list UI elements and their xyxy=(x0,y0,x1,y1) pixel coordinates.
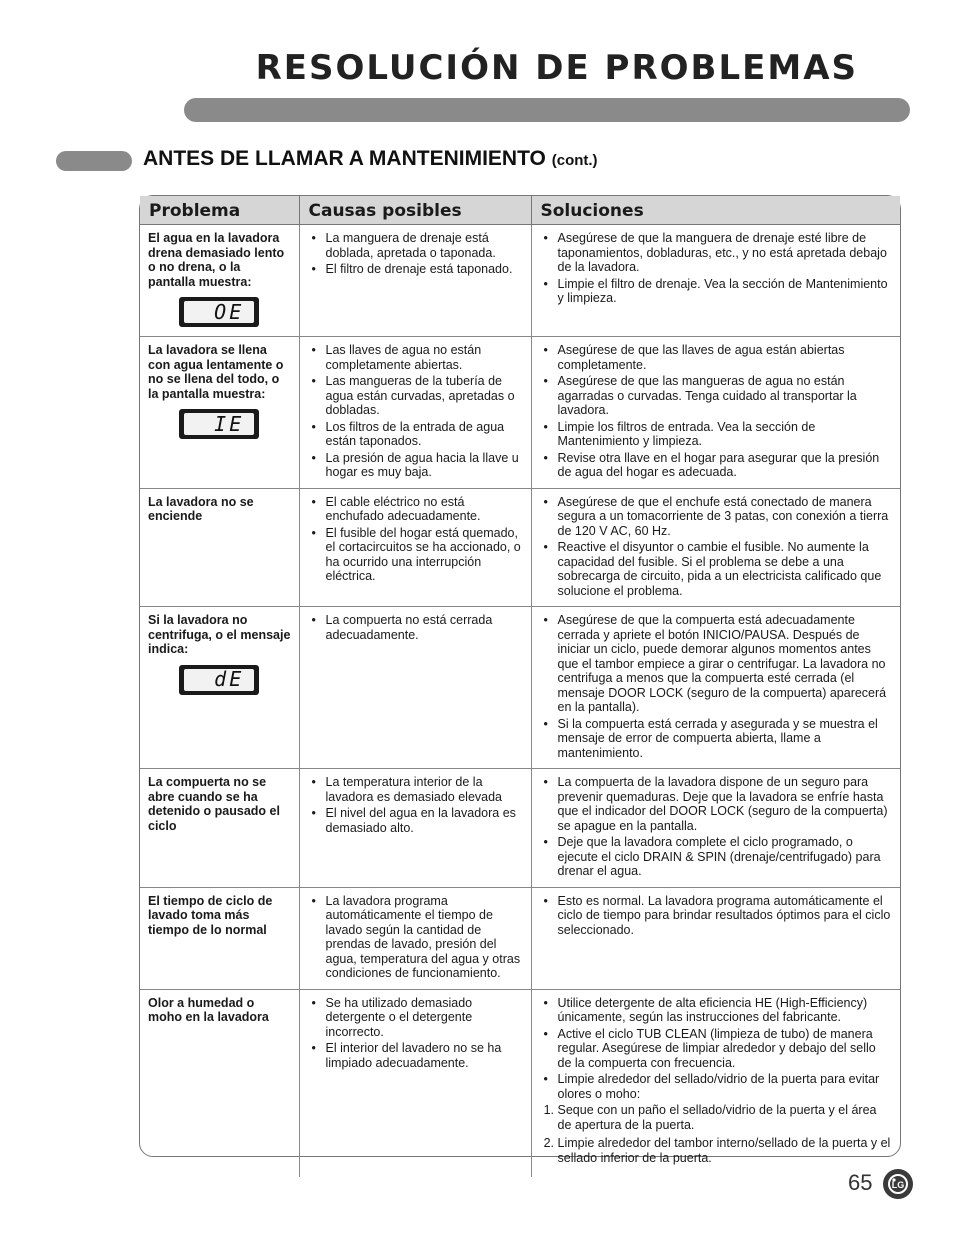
section-decor-pill xyxy=(56,151,132,171)
table-row xyxy=(140,488,900,607)
problem-cell xyxy=(140,607,299,769)
header-causes: Causas posibles xyxy=(299,196,531,225)
step-item: 1. Seque con un paño el sellado/vidrio de la puerta y el área de apertura de la puerta. xyxy=(558,1103,893,1132)
causes-cell xyxy=(299,337,531,489)
problem-cell xyxy=(140,769,299,888)
problem-text: Si la lavadora no centrifuga, o el mensaje indica: xyxy=(148,613,291,656)
table-row xyxy=(140,337,900,489)
solution-item: • Revise otra llave en el hogar para asegurar que la presión de agua del hogar es adecuada. xyxy=(558,451,893,480)
cause-item: • Los filtros de la entrada de agua están taponados. xyxy=(326,420,523,449)
cause-item: • Las llaves de agua no están completamente abiertas. xyxy=(326,343,523,372)
step-item: 2. Limpie alrededor del tambor interno/sellado de la puerta y el sellado inferior de la puerta. xyxy=(558,1136,893,1165)
page-number: 65 xyxy=(848,1170,873,1195)
title-decor-bar xyxy=(184,98,910,122)
header-problem: Problema xyxy=(140,196,299,225)
problem-cell xyxy=(140,225,299,337)
solution-item: • Utilice detergente de alta eficiencia HE (High-Efficiency) únicamente, según las instrucciones del fabricante. xyxy=(558,996,893,1025)
section-heading xyxy=(143,147,598,171)
problem-text: El agua en la lavadora drena demasiado lento o no drena, o la pantalla muestra: xyxy=(148,231,285,289)
solutions-cell xyxy=(531,989,900,1177)
causes-cell xyxy=(299,225,531,337)
cause-item: • La lavadora programa automáticamente el tiempo de lavado según la cantidad de prendas de lavado, presión del agua, temperatura del agua y otras condiciones de funcionamiento. xyxy=(326,894,523,981)
problem-cell xyxy=(140,488,299,607)
solution-item: • Limpie alrededor del sellado/vidrio de la puerta para evitar olores o moho: xyxy=(558,1072,893,1101)
table-row xyxy=(140,225,900,337)
causes-cell xyxy=(299,989,531,1177)
problem-text: Olor a humedad o moho en la lavadora xyxy=(148,995,269,1024)
error-display-icon xyxy=(179,409,259,439)
causes-cell xyxy=(299,887,531,989)
solution-item: • Asegúrese de que el enchufe está conectado de manera segura a un tomacorriente de 3 patas, con conexión a tierra de 120 V AC, 60 Hz. xyxy=(558,495,893,539)
solution-item: • Deje que la lavadora complete el ciclo programado, o ejecute el ciclo DRAIN & SPIN (drenaje/centrifugado) para drenar el agua. xyxy=(558,835,893,879)
table-row xyxy=(140,607,900,769)
problem-text: La lavadora no se enciende xyxy=(148,494,254,523)
causes-cell xyxy=(299,607,531,769)
table-row xyxy=(140,989,900,1177)
cause-item: • El fusible del hogar está quemado, el cortacircuitos se ha accionado, o ha ocurrido una interrupción eléctrica. xyxy=(326,526,523,584)
cause-item: • El nivel del agua en la lavadora es demasiado alto. xyxy=(326,806,523,835)
solution-item: • Limpie el filtro de drenaje. Vea la sección de Mantenimiento y limpieza. xyxy=(558,277,893,306)
section-heading-suffix: (cont.) xyxy=(551,152,598,169)
table-row xyxy=(140,887,900,989)
solution-item: • Active el ciclo TUB CLEAN (limpieza de tubo) de manera regular. Asegúrese de limpiar alrededor y debajo del sello de la compuerta con frecuencia. xyxy=(558,1027,893,1071)
cause-item: • Las mangueras de la tubería de agua están curvadas, apretadas o dobladas. xyxy=(326,374,523,418)
solution-item: • Asegúrese de que las llaves de agua están abiertas completamente. xyxy=(558,343,893,372)
solution-item: • Asegúrese de que las mangueras de agua no están agarradas o curvadas. Tenga cuidado al transportar la lavadora. xyxy=(558,374,893,418)
solution-item: • Asegúrese de que la manguera de drenaje esté libre de taponamientos, dobladuras, etc., y no está apretada debajo de la lavadora. xyxy=(558,231,893,275)
solutions-cell xyxy=(531,337,900,489)
table-row xyxy=(140,769,900,888)
cause-item: • La compuerta no está cerrada adecuadamente. xyxy=(326,613,523,642)
solutions-cell xyxy=(531,488,900,607)
error-code: dE xyxy=(184,669,254,691)
solution-item: • Si la compuerta está cerrada y asegurada y se muestra el mensaje de error de compuerta abierta, llame a mantenimiento. xyxy=(558,717,893,761)
cause-item: • El filtro de drenaje está taponado. xyxy=(326,262,523,277)
causes-cell xyxy=(299,769,531,888)
error-display-icon xyxy=(179,665,259,695)
problem-cell xyxy=(140,337,299,489)
cause-item: • Se ha utilizado demasiado detergente o el detergente incorrecto. xyxy=(326,996,523,1040)
error-code: OE xyxy=(184,301,254,323)
cause-item: • La presión de agua hacia la llave u hogar es muy baja. xyxy=(326,451,523,480)
causes-cell xyxy=(299,488,531,607)
solutions-cell xyxy=(531,887,900,989)
lg-logo-icon xyxy=(882,1168,914,1200)
troubleshooting-table xyxy=(140,196,900,1177)
solutions-cell xyxy=(531,225,900,337)
header-solutions: Soluciones xyxy=(531,196,900,225)
solution-item: • Limpie los filtros de entrada. Vea la sección de Mantenimiento y limpieza. xyxy=(558,420,893,449)
problem-cell xyxy=(140,989,299,1177)
section-heading-text: ANTES DE LLAMAR A MANTENIMIENTO xyxy=(143,147,546,170)
troubleshooting-table-wrapper xyxy=(139,195,901,1165)
cause-item: • La manguera de drenaje está doblada, apretada o taponada. xyxy=(326,231,523,260)
table-header-row xyxy=(140,196,900,225)
error-display-icon xyxy=(179,297,259,327)
problem-text: El tiempo de ciclo de lavado toma más tiempo de lo normal xyxy=(148,893,273,937)
solution-item: • Asegúrese de que la compuerta está adecuadamente cerrada y apriete el botón INICIO/PAUSA. Después de iniciar un ciclo, puede demorar algunos momentos antes que el tambor empiece a girar o centrifugar. La lavadora no centrifuga a menos que la compuerta esté cerrada (el mensaje DOOR LOCK (seguro de la compuerta) aparecerá en la pantalla). xyxy=(558,613,893,715)
cause-item: • La temperatura interior de la lavadora es demasiado elevada xyxy=(326,775,523,804)
solution-item: • Reactive el disyuntor o cambie el fusible. No aumente la capacidad del fusible. Si el problema se debe a una sobrecarga de circuito, pida a un electricista calificado que solucione el problema. xyxy=(558,540,893,598)
solutions-cell xyxy=(531,769,900,888)
solutions-cell xyxy=(531,607,900,769)
solution-item: • La compuerta de la lavadora dispone de un seguro para prevenir quemaduras. Deje que la lavadora se enfríe hasta que el indicador del DOOR LOCK (seguro de la compuerta) se apague en la pantalla. xyxy=(558,775,893,833)
page-title: RESOLUCIÓN DE PROBLEMAS xyxy=(255,48,858,88)
cause-item: • El cable eléctrico no está enchufado adecuadamente. xyxy=(326,495,523,524)
logo-text: LG xyxy=(891,1180,905,1190)
error-code: IE xyxy=(184,413,254,435)
problem-cell xyxy=(140,887,299,989)
problem-text: La compuerta no se abre cuando se ha detenido o pausado el ciclo xyxy=(148,775,280,833)
solution-item: • Esto es normal. La lavadora programa automáticamente el ciclo de tiempo para brindar resultados óptimos para el ciclo seleccionado. xyxy=(558,894,893,938)
problem-text: La lavadora se llena con agua lentamente o no se llena del todo, o la pantalla muestra: xyxy=(148,343,284,401)
cause-item: • El interior del lavadero no se ha limpiado adecuadamente. xyxy=(326,1041,523,1070)
